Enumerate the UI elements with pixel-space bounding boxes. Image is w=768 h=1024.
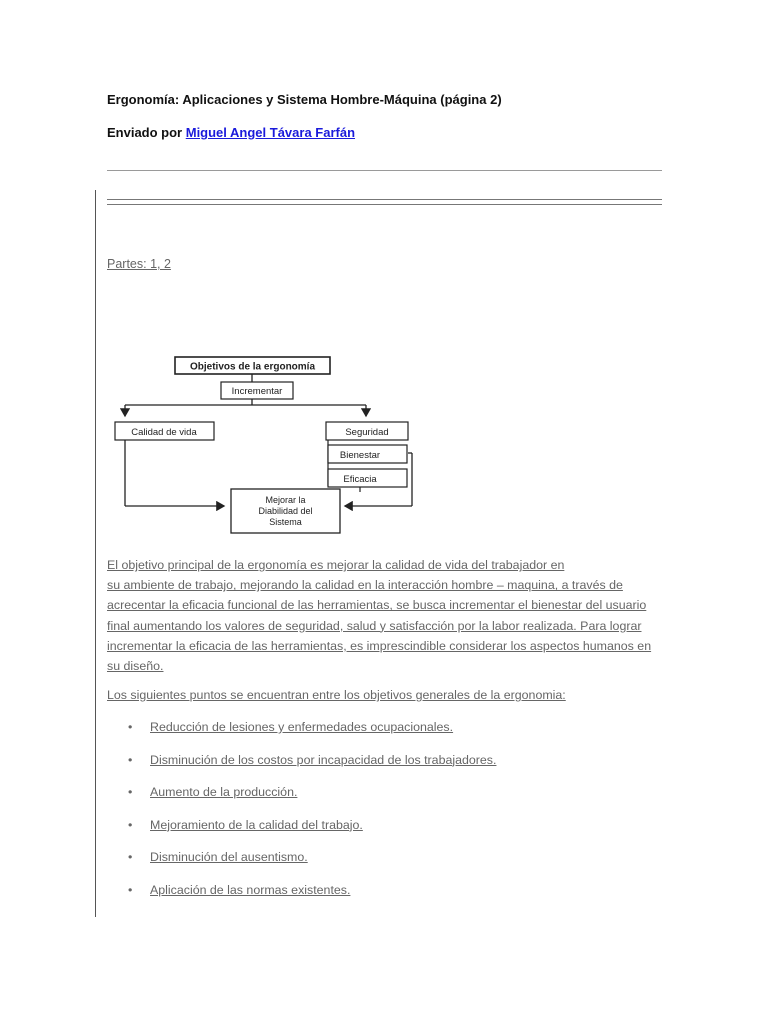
bullet-icon: • — [128, 785, 133, 800]
mejorar-label-line2: Diabilidad del — [258, 506, 313, 516]
list-item — [128, 753, 496, 786]
bienestar-label: Bienestar — [339, 450, 381, 461]
incrementar-label: Incrementar — [231, 386, 283, 397]
main-paragraph — [107, 555, 663, 676]
mejorar-label-line1: Mejorar la — [265, 495, 306, 505]
objectives-list — [128, 720, 496, 916]
divider-double-bottom — [107, 204, 662, 205]
paragraph-line: acrecentar la eficacia funcional de las herramientas, se busca incrementar el bienestar del usuario — [107, 598, 647, 613]
list-item-text: Disminución de los costos por incapacidad de los trabajadores. — [150, 752, 497, 767]
list-item-text: Aplicación de las normas existentes. — [150, 882, 351, 897]
paragraph-line: su ambiente de trabajo, mejorando la calidad en la interacción hombre – maquina, a través de — [107, 578, 623, 593]
list-item-text: Aumento de la producción. — [150, 785, 298, 800]
divider — [107, 170, 662, 171]
calidad-label: Calidad de vida — [131, 427, 197, 438]
page-title: Ergonomía: Aplicaciones y Sistema Hombre-Máquina (página 2) — [107, 92, 502, 107]
bullet-icon: • — [128, 720, 133, 734]
bullet-icon: • — [128, 850, 133, 865]
ergonomics-objectives-diagram — [112, 352, 426, 538]
seguridad-label: Seguridad — [345, 427, 389, 438]
list-item — [128, 883, 496, 916]
author-link[interactable]: Miguel Angel Távara Farfán — [185, 125, 356, 140]
eficacia-label: Eficacia — [343, 474, 377, 485]
list-item — [128, 850, 496, 883]
mejorar-label-line3: Sistema — [269, 517, 302, 527]
list-item-text: Mejoramiento de la calidad del trabajo. — [150, 817, 363, 832]
list-item-text: Disminución del ausentismo. — [150, 850, 308, 865]
bullet-icon: • — [128, 752, 133, 767]
parts-link[interactable]: Partes: 1, 2 — [107, 257, 171, 271]
bullet-icon: • — [128, 882, 133, 897]
byline — [107, 125, 355, 140]
paragraph-line: El objetivo principal de la ergonomía es mejorar la calidad de vida del trabajador en — [107, 558, 565, 572]
objectives-intro: Los siguientes puntos se encuentran entre los objetivos generales de la ergonomia: — [107, 688, 566, 702]
list-item — [128, 818, 496, 851]
list-item — [128, 785, 496, 818]
list-item — [128, 720, 496, 753]
paragraph-line: su diseño. — [107, 659, 164, 674]
paragraph-line: final aumentando los valores de seguridad, salud y satisfacción por la labor realizada. Para lograr — [107, 618, 642, 633]
diagram-title: Objetivos de la ergonomía — [189, 361, 316, 373]
list-item-text: Reducción de lesiones y enfermedades ocupacionales. — [150, 720, 454, 734]
bullet-icon: • — [128, 817, 133, 832]
divider-double-top — [107, 199, 662, 200]
paragraph-line: incrementar la eficacia de las herramientas, es imprescindible considerar los aspectos humanos en — [107, 638, 652, 653]
byline-prefix: Enviado por — [107, 125, 186, 140]
left-margin-rule — [95, 190, 96, 917]
